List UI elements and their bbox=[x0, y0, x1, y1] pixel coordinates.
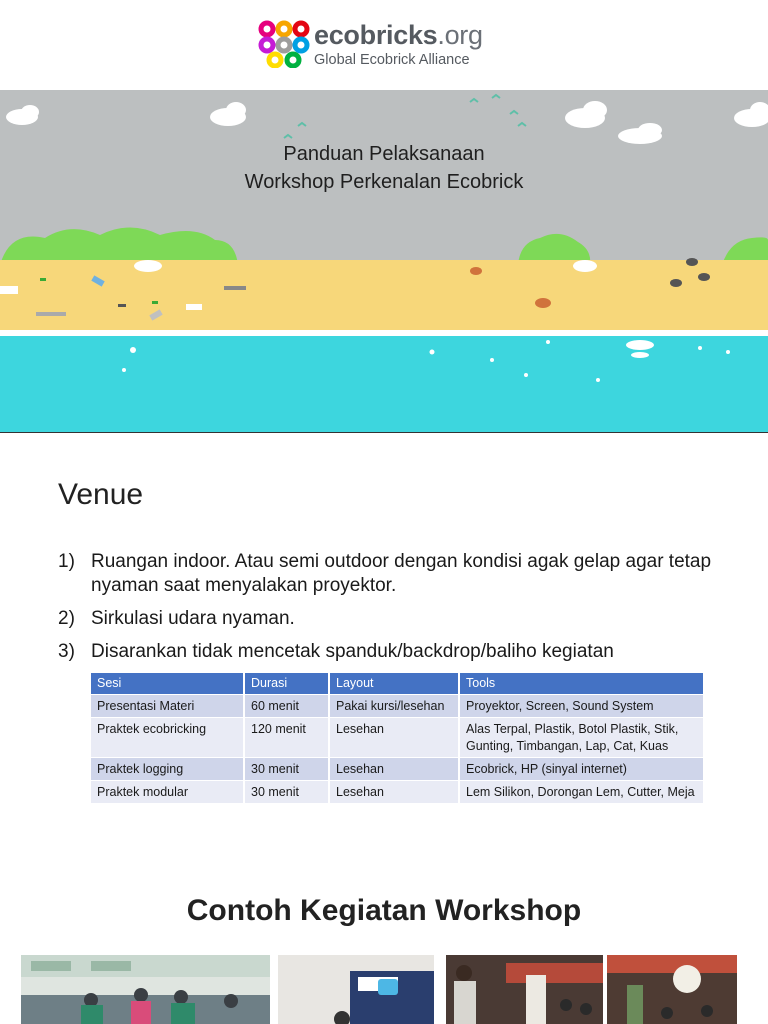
venue-list bbox=[58, 550, 728, 673]
ecobricks-logo bbox=[258, 18, 518, 72]
table-cell: Presentasi Materi bbox=[91, 695, 244, 718]
table-cell: Praktek ecobricking bbox=[91, 718, 244, 758]
logo-tagline: Global Ecobrick Alliance bbox=[314, 52, 470, 68]
list-item: 3) Disarankan tidak mencetak spanduk/backdrop/baliho kegiatan bbox=[58, 641, 614, 662]
table-cell: 30 menit bbox=[244, 781, 329, 804]
list-item: 2) Sirkulasi udara nyaman. bbox=[58, 608, 295, 629]
table-cell: 120 menit bbox=[244, 718, 329, 758]
table-cell: Lesehan bbox=[329, 718, 459, 758]
ecobrick-rings-icon bbox=[258, 20, 310, 68]
table-cell: Alas Terpal, Plastik, Botol Plastik, Stik, Gunting, Timbangan, Lap, Cat, Kuas bbox=[459, 718, 703, 758]
column-header: Durasi bbox=[244, 673, 329, 695]
table-row bbox=[91, 781, 703, 804]
table-cell: Ecobrick, HP (sinyal internet) bbox=[459, 758, 703, 781]
table-cell: Praktek modular bbox=[91, 781, 244, 804]
workshop-photo-1 bbox=[21, 955, 270, 1024]
table-cell: Lesehan bbox=[329, 781, 459, 804]
workshop-photo-3 bbox=[446, 955, 603, 1024]
table-row bbox=[91, 718, 703, 758]
sessions-table bbox=[91, 673, 703, 803]
examples-heading: Contoh Kegiatan Workshop bbox=[186, 894, 582, 927]
table-cell: Lesehan bbox=[329, 758, 459, 781]
banner-title bbox=[0, 140, 768, 196]
table-cell: Proyektor, Screen, Sound System bbox=[459, 695, 703, 718]
table-cell: Praktek logging bbox=[91, 758, 244, 781]
logo-wordmark: ecobricks.org bbox=[314, 20, 483, 50]
table-header-row bbox=[91, 673, 703, 695]
column-header: Tools bbox=[459, 673, 703, 695]
table-cell: 60 menit bbox=[244, 695, 329, 718]
column-header: Sesi bbox=[91, 673, 244, 695]
table-cell: Lem Silikon, Dorongan Lem, Cutter, Meja bbox=[459, 781, 703, 804]
table-row bbox=[91, 758, 703, 781]
table-cell: Pakai kursi/lesehan bbox=[329, 695, 459, 718]
workshop-photo-2 bbox=[278, 955, 434, 1024]
beach-banner bbox=[0, 90, 768, 433]
venue-heading: Venue bbox=[58, 478, 144, 511]
banner-title-line2: Workshop Perkenalan Ecobrick bbox=[244, 171, 524, 193]
list-item: 1) Ruangan indoor. Atau semi outdoor dengan kondisi agak gelap agar tetap nyaman saat menyalakan proyektor. bbox=[58, 551, 712, 596]
table-row bbox=[91, 695, 703, 718]
table-cell: 30 menit bbox=[244, 758, 329, 781]
banner-title-line1: Panduan Pelaksanaan bbox=[283, 143, 485, 165]
column-header: Layout bbox=[329, 673, 459, 695]
workshop-photo-4 bbox=[607, 955, 737, 1024]
